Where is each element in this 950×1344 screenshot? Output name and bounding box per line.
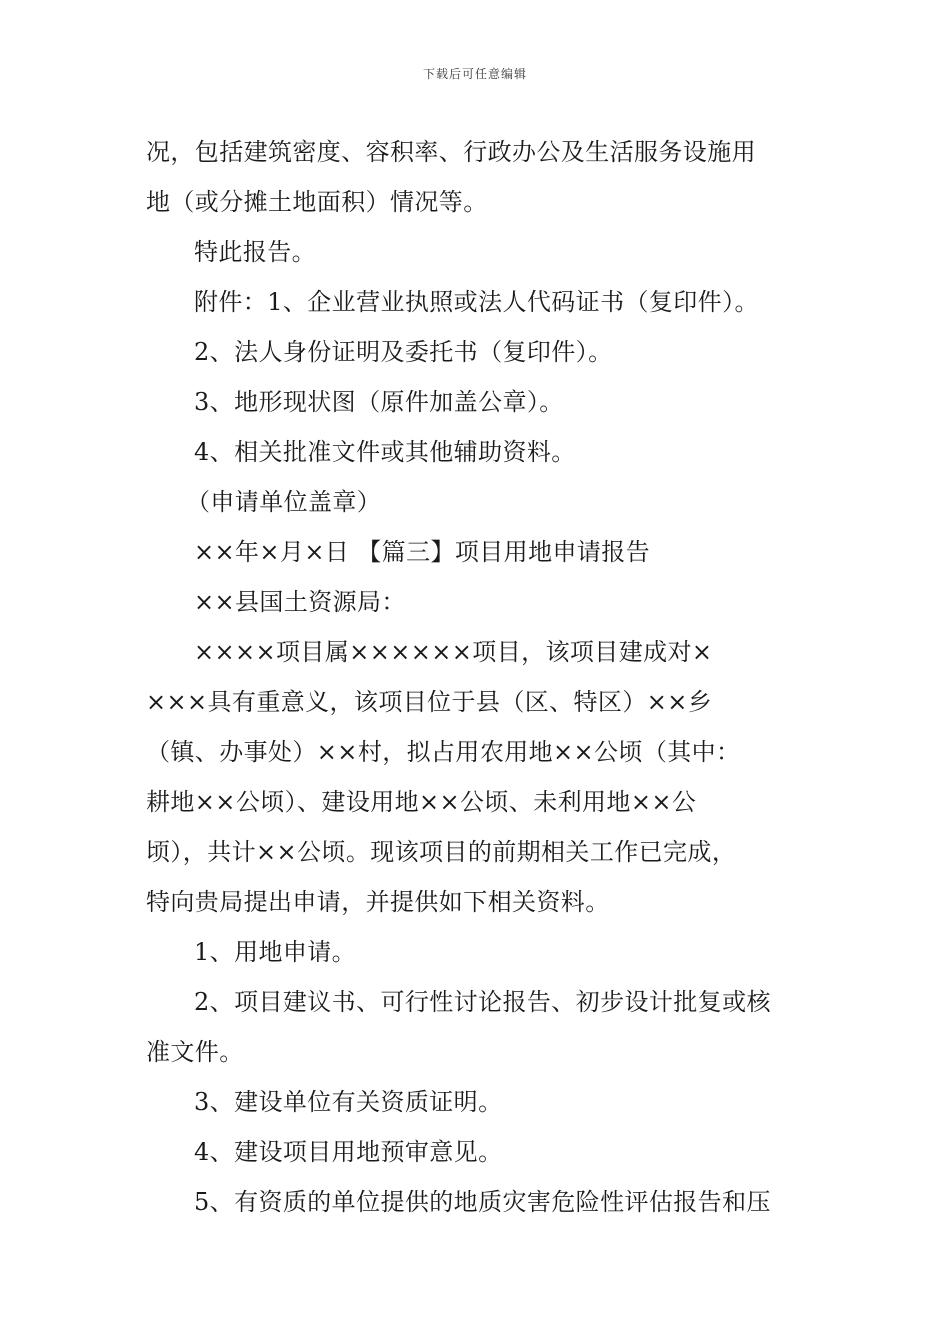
text-line: 3、建设单位有关资质证明。 bbox=[194, 1088, 503, 1116]
text-line: 4、建设项目用地预审意见。 bbox=[194, 1138, 503, 1166]
text-line: （申请单位盖章） bbox=[186, 488, 382, 516]
text-line: ××县国土资源局： bbox=[194, 588, 406, 616]
text-line: 况，包括建筑密度、容积率、行政办公及生活服务设施用 bbox=[146, 138, 756, 166]
text-line: ××××项目属××××××项目，该项目建成对× bbox=[194, 638, 713, 666]
text-line: 耕地××公顷）、建设用地××公顷、未利用地××公 bbox=[146, 788, 697, 816]
text-line: （镇、办事处）××村，拟占用农用地××公顷（其中： bbox=[146, 738, 741, 766]
text-line: 4、相关批准文件或其他辅助资料。 bbox=[194, 438, 576, 466]
text-line: 2、法人身份证明及委托书（复印件）。 bbox=[194, 338, 613, 366]
text-line: 附件：1、企业营业执照或法人代码证书（复印件）。 bbox=[194, 288, 759, 316]
text-line: 2、项目建议书、可行性讨论报告、初步设计批复或核 bbox=[194, 988, 771, 1016]
text-line: 地（或分摊土地面积）情况等。 bbox=[146, 188, 488, 216]
text-line: 3、地形现状图（原件加盖公章）。 bbox=[194, 388, 564, 416]
text-line: 准文件。 bbox=[146, 1038, 244, 1066]
page-header: 下载后可任意编辑 bbox=[422, 67, 527, 81]
text-line: 5、有资质的单位提供的地质灾害危险性评估报告和压 bbox=[194, 1188, 771, 1216]
text-line: ××年×月×日 【篇三】项目用地申请报告 bbox=[194, 538, 651, 566]
text-line: 1、用地申请。 bbox=[194, 938, 357, 966]
text-line: 顷），共计××公顷。现该项目的前期相关工作已完成， bbox=[146, 838, 737, 866]
text-line: ×××具有重意义，该项目位于县（区、特区）××乡 bbox=[146, 688, 713, 716]
document-body bbox=[146, 127, 808, 1227]
text-line: 特此报告。 bbox=[194, 238, 316, 266]
text-line: 特向贵局提出申请，并提供如下相关资料。 bbox=[146, 888, 610, 916]
